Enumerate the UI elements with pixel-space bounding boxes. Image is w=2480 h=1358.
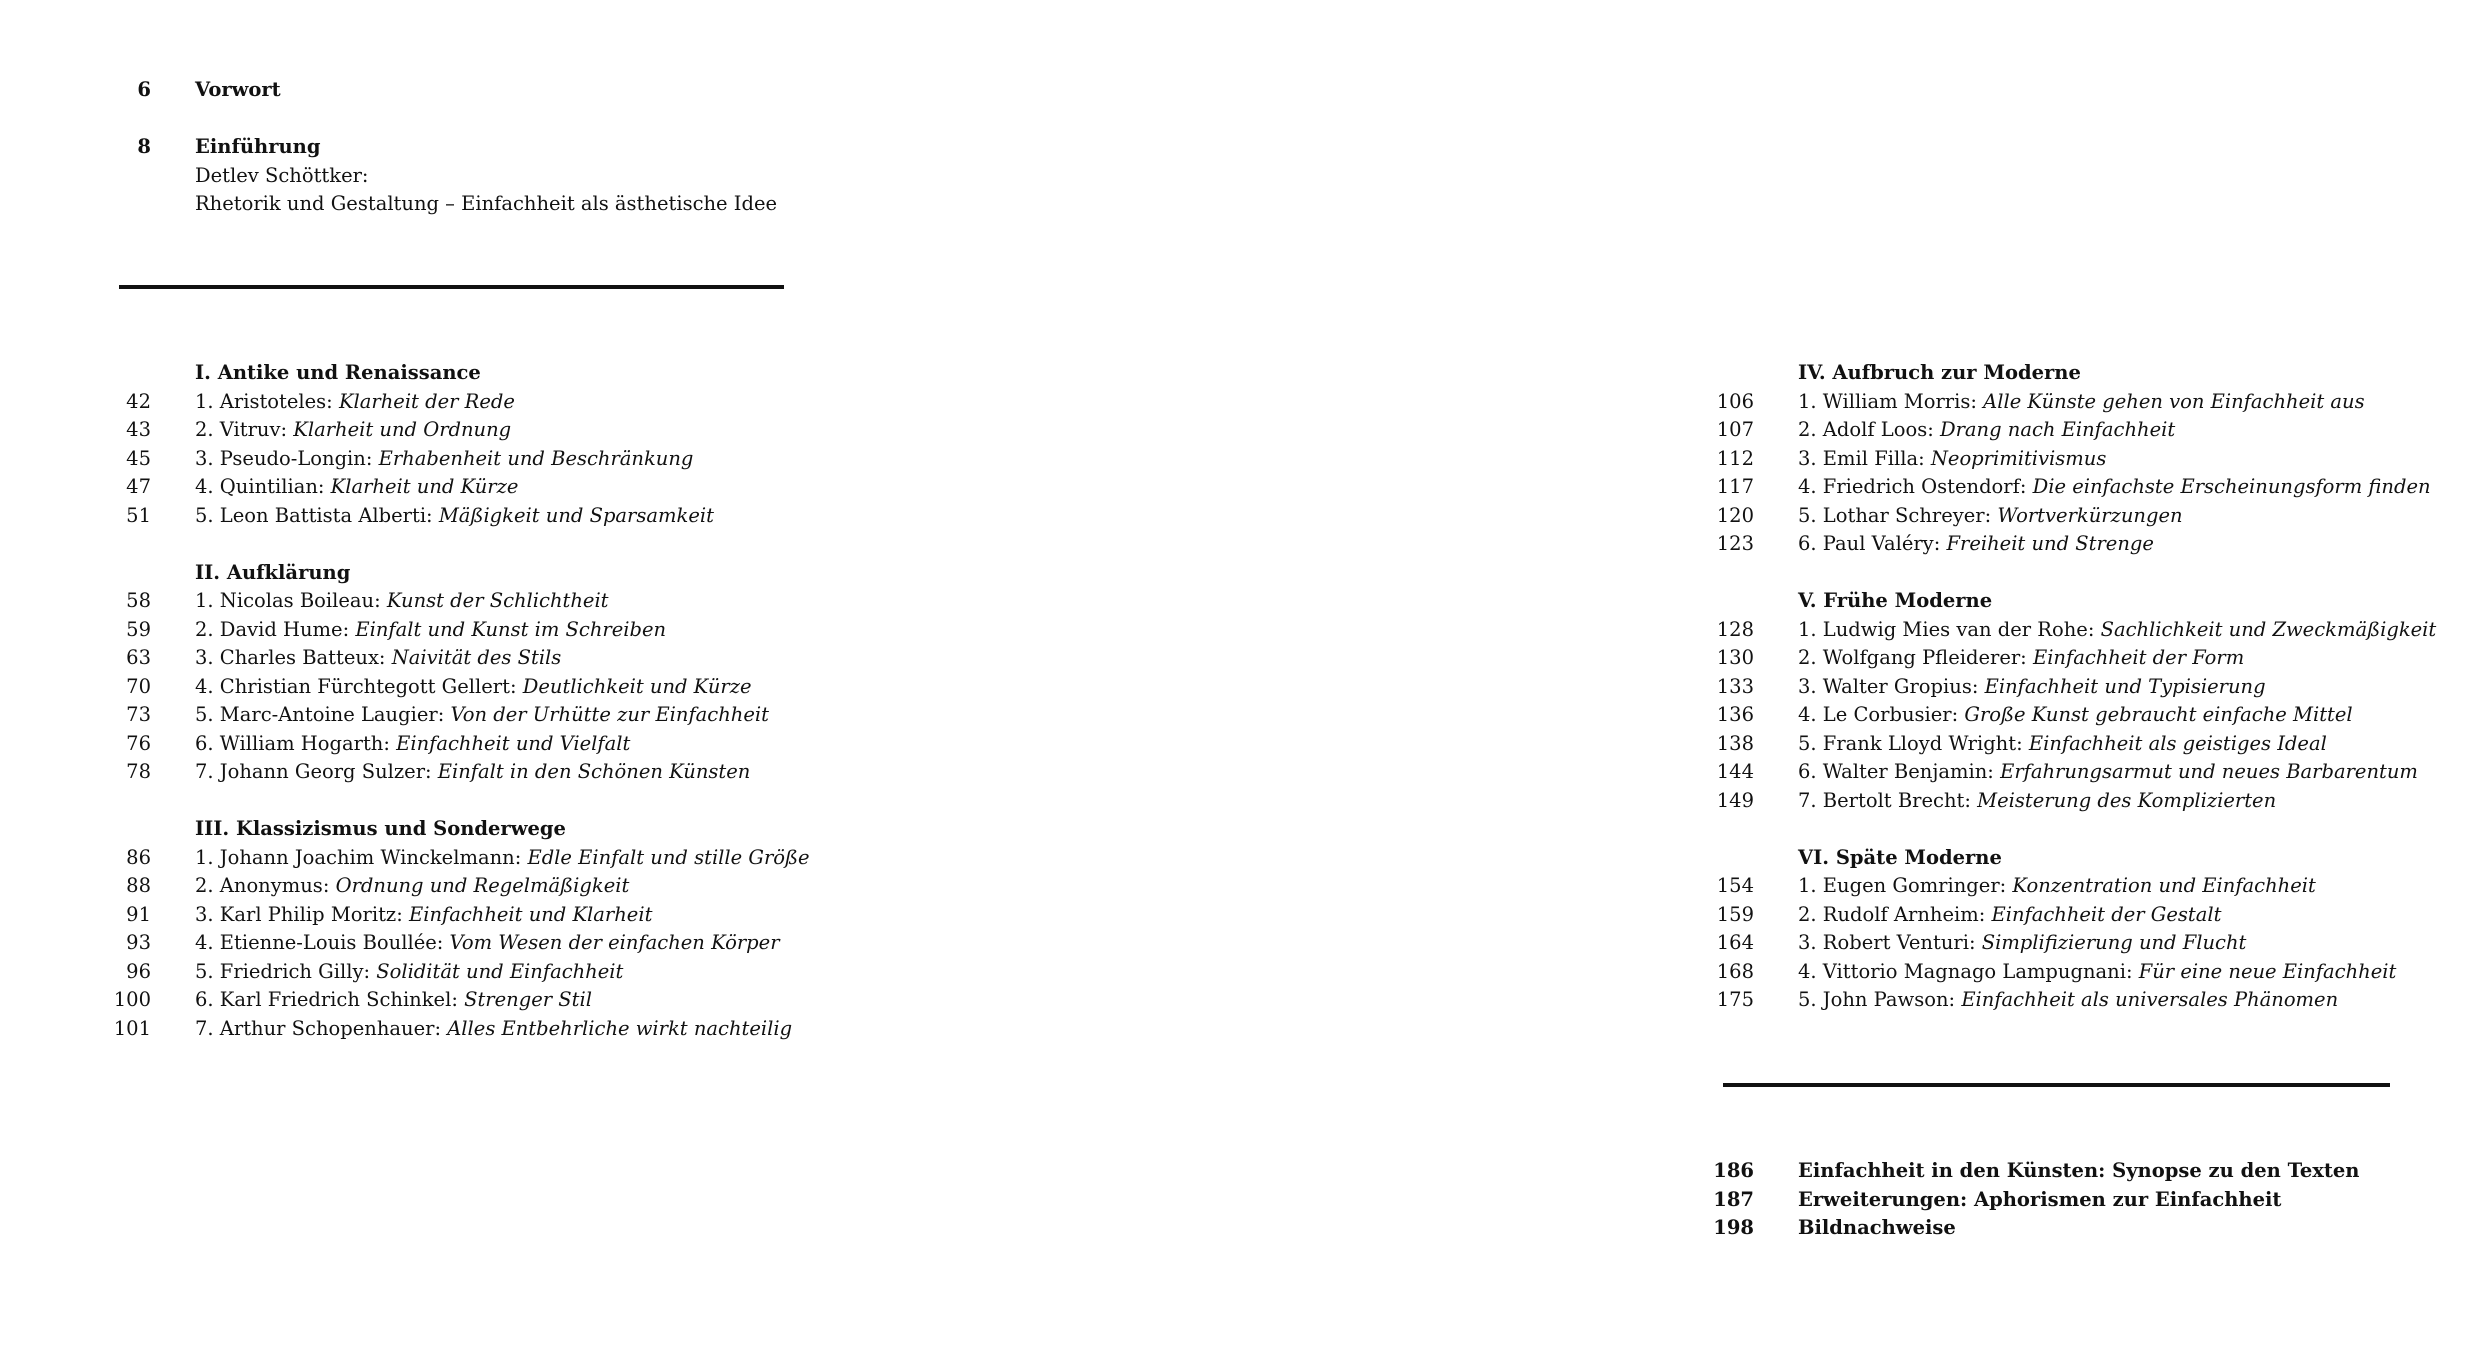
- entry-title: Die einfachste Erscheinungsform finden: [2032, 475, 2431, 498]
- section-aufbruch: [1716, 359, 2436, 559]
- page-number: 73: [126, 703, 151, 726]
- entry-author: 2. Anonymus:: [195, 874, 336, 897]
- entry-author: 5. Frank Lloyd Wright:: [1798, 731, 2029, 755]
- page-number: 96: [126, 959, 151, 983]
- page-number: 144: [1716, 760, 1754, 783]
- entry-author: 3. Emil Filla:: [1798, 446, 1931, 470]
- entry-title: Einfachheit und Typisierung: [1984, 674, 2266, 698]
- toc-entry[interactable]: [1716, 416, 2436, 445]
- entry-author: 1. William Morris:: [1798, 389, 1984, 413]
- entry-author: 1. Johann Joachim Winckelmann:: [195, 845, 528, 869]
- page-number: 186: [1713, 1159, 1754, 1182]
- section-title: III. Klassizismus und Sonderwege: [195, 817, 566, 840]
- entry-author: 3. Robert Venturi:: [1798, 931, 1982, 954]
- toc-entry[interactable]: [126, 730, 810, 759]
- toc-entry[interactable]: [126, 587, 810, 616]
- toc-entry[interactable]: [126, 644, 810, 673]
- toc-entry[interactable]: [126, 929, 810, 958]
- page-number: 45: [126, 446, 151, 470]
- entry-author: 5. Leon Battista Alberti:: [195, 503, 439, 527]
- entry-title: Simplifizierung und Flucht: [1981, 931, 2247, 954]
- entry-title: Alle Künste gehen von Einfachheit aus: [1983, 389, 2365, 413]
- entry-author: 5. Friedrich Gilly:: [195, 959, 377, 983]
- page-number: 138: [1716, 731, 1754, 755]
- entry-author: 6. Karl Friedrich Schinkel:: [195, 988, 465, 1011]
- entry-author: 2. Wolfgang Pfleiderer:: [1798, 646, 2033, 669]
- toc-entry[interactable]: [1716, 530, 2436, 559]
- toc-entry[interactable]: [1716, 872, 2436, 901]
- page-number: 86: [126, 845, 151, 869]
- toc-entry[interactable]: [1716, 388, 2436, 417]
- entry-author: 3. Karl Philip Moritz:: [195, 902, 409, 926]
- einfuehrung-subtitle: Rhetorik und Gestaltung – Einfachheit als ästhetische Idee: [195, 192, 778, 215]
- page-number: 198: [1713, 1216, 1754, 1239]
- back-matter: [1713, 1157, 2360, 1243]
- entry-title: Erfahrungsarmut und neues Barbarentum: [2000, 760, 2418, 783]
- entry-author: 2. Vitruv:: [195, 418, 294, 441]
- page-number: 78: [126, 760, 151, 783]
- page-number: 63: [126, 646, 151, 669]
- page-number: 175: [1716, 988, 1754, 1011]
- entry-author: 1. Nicolas Boileau:: [195, 589, 387, 612]
- entry-author: 5. John Pawson:: [1798, 988, 1962, 1011]
- page-number: 120: [1716, 503, 1754, 527]
- page-number: 159: [1716, 902, 1754, 926]
- page-number: 42: [126, 389, 151, 413]
- entry-title: Einfachheit und Klarheit: [408, 902, 653, 926]
- entry-title: Einführung: [195, 135, 321, 158]
- entry-title: Bildnachweise: [1798, 1216, 1956, 1239]
- toc-entry[interactable]: [126, 502, 810, 531]
- toc-entry[interactable]: [126, 901, 810, 930]
- entry-author: 7. Johann Georg Sulzer:: [195, 760, 438, 783]
- page-number: 88: [126, 874, 151, 897]
- toc-entry[interactable]: [126, 416, 810, 445]
- toc-entry[interactable]: [1716, 673, 2436, 702]
- entry-title: Strenger Stil: [464, 988, 592, 1011]
- right-sections: [1716, 359, 2437, 1043]
- toc-entry[interactable]: [1716, 644, 2436, 673]
- section-title: VI. Späte Moderne: [1798, 845, 2002, 869]
- toc-entry[interactable]: [126, 388, 810, 417]
- page-number: 91: [126, 902, 151, 926]
- section-antike: [126, 359, 810, 530]
- entry-author: 3. Pseudo-Longin:: [195, 446, 379, 470]
- entry-title: Deutlichkeit und Kürze: [522, 674, 752, 698]
- entry-title: Wortverkürzungen: [1997, 503, 2183, 527]
- entry-title: Erweiterungen: Aphorismen zur Einfachheit: [1798, 1187, 2282, 1211]
- page-number: 58: [126, 589, 151, 612]
- einfuehrung-author: Detlev Schöttker:: [195, 163, 369, 187]
- toc-entry[interactable]: [1716, 986, 2436, 1015]
- page-number: 154: [1716, 874, 1754, 897]
- toc-entry[interactable]: [1716, 701, 2436, 730]
- entry-title: Einfachheit als geistiges Ideal: [2028, 731, 2327, 755]
- entry-title: Große Kunst gebraucht einfache Mittel: [1964, 703, 2353, 726]
- toc-entry[interactable]: [126, 758, 810, 787]
- entry-title: Einfalt und Kunst im Schreiben: [355, 617, 667, 641]
- toc-entry[interactable]: [1716, 502, 2436, 531]
- page-number: 187: [1713, 1187, 1754, 1211]
- toc-entry[interactable]: [126, 616, 810, 645]
- entry-author: 1. Ludwig Mies van der Rohe:: [1798, 617, 2101, 641]
- page-number: 112: [1716, 446, 1754, 470]
- divider-left-top: [119, 285, 784, 289]
- section-aufklaerung: [126, 559, 810, 787]
- toc-entry[interactable]: [126, 872, 810, 901]
- toc-entry[interactable]: [1716, 473, 2436, 502]
- toc-entry[interactable]: [1716, 901, 2436, 930]
- section-title: I. Antike und Renaissance: [195, 361, 481, 384]
- entry-author: 1. Aristoteles:: [195, 389, 339, 413]
- entry-title: Ordnung und Regelmäßigkeit: [335, 874, 630, 897]
- entry-author: 3. Walter Gropius:: [1798, 674, 1985, 698]
- page-number: 164: [1716, 931, 1754, 954]
- entry-author: 4. Le Corbusier:: [1798, 703, 1965, 726]
- entry-author: 4. Christian Fürchtegott Gellert:: [195, 674, 523, 698]
- entry-author: 7. Arthur Schopenhauer:: [195, 1016, 448, 1040]
- entry-list: [1716, 872, 2436, 1015]
- entry-author: 5. Lothar Schreyer:: [1798, 503, 1998, 527]
- entry-list: [1716, 388, 2436, 559]
- entry-list: [126, 587, 810, 787]
- section-title: II. Aufklärung: [195, 560, 351, 584]
- page-number: 43: [126, 418, 151, 441]
- page-number: 101: [113, 1016, 151, 1040]
- page-number: 51: [126, 503, 151, 527]
- entry-title: Vom Wesen der einfachen Körper: [449, 931, 780, 954]
- toc-entry[interactable]: [1716, 616, 2437, 645]
- page-number: 100: [113, 988, 151, 1011]
- entry-title: Meisterung des Komplizierten: [1977, 788, 2277, 812]
- toc-entry[interactable]: [1716, 730, 2436, 759]
- section-fruehe-moderne: [1716, 587, 2437, 815]
- entry-title: Einfachheit der Form: [2032, 646, 2245, 669]
- entry-list: [126, 388, 810, 531]
- toc-entry[interactable]: [126, 473, 810, 502]
- section-title: V. Frühe Moderne: [1798, 589, 1993, 612]
- entry-title: Sachlichkeit und Zweckmäßigkeit: [2100, 617, 2437, 641]
- page-number: 149: [1716, 788, 1754, 812]
- entry-author: 4. Etienne-Louis Boullée:: [195, 931, 450, 954]
- entry-title: Klarheit und Kürze: [330, 475, 519, 498]
- entry-title: Klarheit und Ordnung: [293, 418, 512, 441]
- toc-entry[interactable]: [126, 844, 810, 873]
- page-number: 76: [126, 731, 151, 755]
- page-number: 133: [1716, 674, 1754, 698]
- toc-entry[interactable]: [1716, 929, 2436, 958]
- divider-right-bottom: [1723, 1083, 2390, 1087]
- toc-entry[interactable]: [113, 986, 810, 1015]
- page-number: 123: [1716, 532, 1754, 555]
- toc-entry[interactable]: [126, 673, 810, 702]
- entry-list: [1716, 616, 2437, 816]
- entry-title: Einfachheit in den Künsten: Synopse zu den Texten: [1798, 1159, 2360, 1182]
- toc-entry[interactable]: [1716, 445, 2436, 474]
- entry-author: 7. Bertolt Brecht:: [1798, 788, 1978, 812]
- toc-entry[interactable]: [113, 1015, 810, 1044]
- entry-author: 1. Eugen Gomringer:: [1798, 874, 2013, 897]
- page-number: 93: [126, 931, 151, 954]
- entry-title: Einfachheit als universales Phänomen: [1961, 988, 2339, 1011]
- entry-title: Für eine neue Einfachheit: [2138, 959, 2397, 983]
- entry-author: 2. Rudolf Arnheim:: [1798, 902, 1992, 926]
- entry-title: Konzentration und Einfachheit: [2012, 874, 2316, 897]
- entry-author: 6. Walter Benjamin:: [1798, 760, 2001, 783]
- section-spaete-moderne: [1716, 844, 2436, 1015]
- entry-title: Solidität und Einfachheit: [376, 959, 624, 983]
- entry-author: 5. Marc-Antoine Laugier:: [195, 703, 451, 726]
- entry-title: Kunst der Schlichtheit: [386, 589, 609, 612]
- page-number: 107: [1716, 418, 1754, 441]
- page-number: 136: [1716, 703, 1754, 726]
- section-klassizismus: [113, 815, 810, 1043]
- entry-title: Neoprimitivismus: [1930, 446, 2107, 470]
- front-matter: [137, 76, 778, 219]
- page-number: 128: [1716, 617, 1754, 641]
- entry-title: Drang nach Einfachheit: [1939, 418, 2176, 441]
- toc-entry[interactable]: [126, 445, 810, 474]
- entry-title: Von der Urhütte zur Einfachheit: [450, 703, 769, 726]
- entry-author: 4. Friedrich Ostendorf:: [1798, 475, 2033, 498]
- page-number: 6: [137, 78, 151, 101]
- entry-author: 3. Charles Batteux:: [195, 646, 392, 669]
- page-number: 70: [126, 674, 151, 698]
- entry-author: 6. Paul Valéry:: [1798, 532, 1947, 555]
- entry-title: Edle Einfalt und stille Größe: [527, 845, 810, 869]
- page-number: 47: [126, 475, 151, 498]
- entry-title: Naivität des Stils: [391, 646, 562, 669]
- left-sections: [113, 359, 810, 1072]
- entry-title: Alles Entbehrliche wirkt nachteilig: [447, 1016, 793, 1040]
- toc-entry[interactable]: [126, 701, 810, 730]
- entry-title: Freiheit und Strenge: [1946, 532, 2154, 555]
- entry-title: Erhabenheit und Beschränkung: [378, 446, 694, 470]
- toc-entry[interactable]: [1716, 787, 2436, 816]
- page-number: 59: [126, 617, 151, 641]
- entry-author: 2. David Hume:: [195, 617, 356, 641]
- entry-title: Einfalt in den Schönen Künsten: [437, 760, 751, 783]
- page-number: 106: [1716, 389, 1754, 413]
- section-title: IV. Aufbruch zur Moderne: [1798, 361, 2081, 384]
- entry-author: 4. Vittorio Magnago Lampugnani:: [1798, 959, 2139, 983]
- page-number: 8: [137, 135, 151, 158]
- toc-entry-vorwort[interactable]: [137, 76, 777, 105]
- entry-author: 4. Quintilian:: [195, 475, 331, 498]
- page-number: 168: [1716, 959, 1754, 983]
- entry-title: Klarheit der Rede: [338, 389, 515, 413]
- entry-title: Einfachheit der Gestalt: [1991, 902, 2222, 926]
- toc-entry-aphorismen[interactable]: [1713, 1186, 2359, 1215]
- toc-entry[interactable]: [1716, 958, 2436, 987]
- toc-entry[interactable]: [126, 958, 810, 987]
- toc-entry[interactable]: [1716, 758, 2436, 787]
- page-number: 130: [1716, 646, 1754, 669]
- entry-title: Mäßigkeit und Sparsamkeit: [438, 503, 714, 527]
- entry-title: Vorwort: [195, 78, 281, 101]
- entry-author: 2. Adolf Loos:: [1798, 418, 1940, 441]
- toc-entry-synopse[interactable]: [1713, 1157, 2360, 1186]
- toc-entry-bildnachweise[interactable]: [1713, 1214, 2359, 1243]
- entry-title: Einfachheit und Vielfalt: [396, 731, 631, 755]
- page-number: 117: [1716, 475, 1754, 498]
- entry-author: 6. William Hogarth:: [195, 731, 397, 755]
- entry-list: [113, 844, 810, 1044]
- toc-entry-einfuehrung[interactable]: [137, 133, 777, 162]
